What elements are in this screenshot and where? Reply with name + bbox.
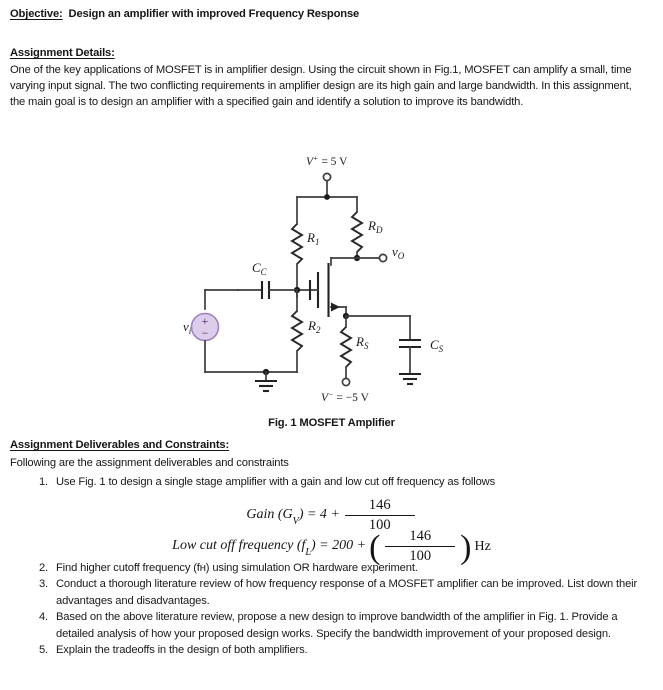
list-item-number: 5. <box>38 644 48 657</box>
assignment-details-heading: Assignment Details: <box>10 47 115 59</box>
resistor-rs <box>341 316 351 386</box>
vo-label: $v_O$ <box>392 244 405 261</box>
equation-gain-denominator: 100 <box>368 517 391 534</box>
list-item <box>10 609 655 642</box>
rs-label: $R_S$ <box>356 334 369 351</box>
vplus-node <box>324 194 330 200</box>
cc-label: $C_C$ <box>252 260 267 277</box>
figure-caption: Fig. 1 MOSFET Amplifier <box>268 417 395 429</box>
resistor-r1 <box>292 224 302 297</box>
list-item-text: Explain the tradeoffs in the design of both amplifiers. <box>56 644 308 657</box>
equation-gain-numerator: 146 <box>368 497 391 513</box>
vminus-label: V− = −5 V <box>321 390 369 404</box>
equation-fl-denominator: 100 <box>409 548 432 565</box>
objective-label: Objective: <box>10 8 63 20</box>
cs-label: $C_S$ <box>430 337 444 354</box>
equation-fl-open-paren: ( <box>369 529 381 567</box>
list-item-text: Find higher cutoff frequency (fʜ) using simulation OR hardware experiment. <box>56 562 418 574</box>
vplus-terminal <box>323 173 330 197</box>
list-item-number: 3. <box>38 578 48 591</box>
list-item-number: 4. <box>38 611 48 624</box>
input-ground <box>205 369 297 391</box>
vi-label: $v_i$ <box>183 319 192 336</box>
list-item <box>10 560 655 576</box>
capacitor-cs <box>399 316 421 374</box>
equation-fl-numerator: 146 <box>409 528 432 544</box>
list-item-text: Conduct a thorough literature review of how frequency response of a MOSFET amplifier can be improved. List down their advantages and disadvantages. <box>56 578 638 607</box>
source-plus-sign: + <box>201 314 209 328</box>
vplus-label: V+ = 5 V <box>306 154 348 168</box>
deliverables-list-first <box>10 474 655 490</box>
equation-fl-close-paren: ) <box>460 529 472 567</box>
equation-fl-lhs: Low cut off frequency $(f_L) = 200$ + <box>172 537 367 559</box>
resistor-r2 <box>292 290 302 372</box>
equation-fl-unit: Hz <box>474 538 491 554</box>
deliverables-heading: Assignment Deliverables and Constraints: <box>10 439 230 451</box>
list-item-number: 2. <box>38 562 48 574</box>
objective-line <box>10 6 650 22</box>
input-voltage-source <box>192 290 239 372</box>
list-item <box>10 474 655 490</box>
deliverables-list-rest <box>10 560 655 658</box>
deliverables-intro: Following are the assignment deliverables and constraints <box>10 457 289 469</box>
list-item <box>10 576 655 609</box>
list-item-text: Use Fig. 1 to design a single stage amplifier with a gain and low cut off frequency as follows <box>56 476 496 488</box>
rd-label: $R_D$ <box>368 218 383 235</box>
assignment-details-body: One of the key applications of MOSFET is in amplifier design. Using the circuit shown in Fig.1, MOSFET can amplify a small, time varying input signal. The two conflicting requirements in amplifier design are its high gain and large bandwidth. In this assignment, the main goal is to design an amplifier with a specified gain and identify a solution to improve its bandwidth. <box>10 64 632 109</box>
vo-output <box>354 254 387 261</box>
source-minus-sign: − <box>201 326 209 340</box>
capacitor-cc <box>238 281 297 299</box>
r2-label: $R_2$ <box>308 318 321 335</box>
resistor-rd <box>352 212 362 258</box>
list-item <box>10 642 655 658</box>
list-item-number: 1. <box>38 476 48 488</box>
mosfet-amplifier-circuit-figure <box>180 150 480 412</box>
list-item-text: Based on the above literature review, propose a new design to improve bandwidth of the amplifier in Fig. 1. Provide a detailed analysis of how your proposed design works. Specify the bandwidth improvement of your proposed design. <box>56 611 618 640</box>
r1-label: $R_1$ <box>307 230 320 247</box>
cs-ground <box>399 374 421 384</box>
equation-gain-lhs: Gain $(G_V) = 4$ + <box>246 506 340 528</box>
mosfet-transistor <box>297 258 357 317</box>
objective-text: Design an amplifier with improved Frequency Response <box>68 8 360 20</box>
